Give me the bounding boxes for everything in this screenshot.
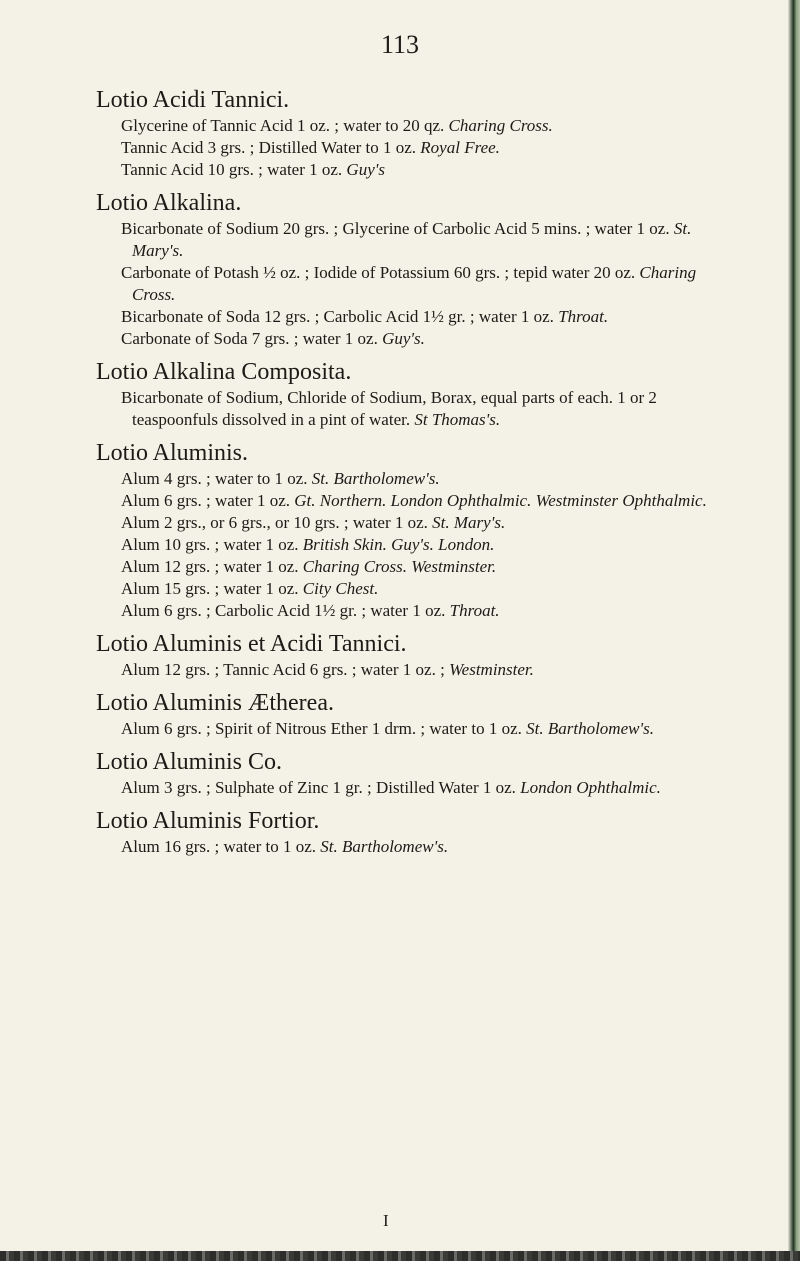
hospital-source: Guy's.	[382, 329, 425, 348]
recipe-line	[107, 556, 736, 578]
recipe-line	[107, 468, 736, 490]
hospital-source: Westminster.	[449, 660, 534, 679]
formula-heading: Lotio Alkalina.	[96, 190, 242, 216]
formula-entry	[96, 189, 736, 350]
page-content	[96, 86, 736, 858]
recipe-line	[107, 490, 736, 512]
recipe-text: Alum 3 grs. ; Sulphate of Zinc 1 gr. ; Distilled Water 1 oz.	[121, 778, 521, 797]
recipe-text: Carbonate of Soda 7 grs. ; water 1 oz.	[121, 329, 383, 348]
recipe-line	[107, 718, 736, 740]
recipe-text: Alum 16 grs. ; water to 1 oz.	[121, 837, 321, 856]
recipe-text: Bicarbonate of Sodium, Chloride of Sodium, Borax, equal parts of each. 1 or 2 teaspoonfuls dissolved in a pint of water.	[121, 388, 657, 429]
recipe-text: Carbonate of Potash ½ oz. ; Iodide of Potassium 60 grs. ; tepid water 20 oz.	[121, 263, 640, 282]
recipe-line	[107, 836, 736, 858]
recipe-text: Alum 12 grs. ; Tannic Acid 6 grs. ; water 1 oz. ;	[121, 660, 450, 679]
formula-entry	[96, 358, 736, 431]
formula-heading: Lotio Aluminis Ætherea.	[96, 690, 334, 716]
hospital-source: St. Bartholomew's.	[311, 469, 440, 488]
recipe-line	[107, 777, 736, 799]
recipe-line	[107, 137, 736, 159]
hospital-source: Throat.	[558, 307, 609, 326]
recipe-text: Alum 6 grs. ; water 1 oz.	[121, 491, 295, 510]
recipe-line	[107, 534, 736, 556]
recipe-line	[107, 659, 736, 681]
formula-entry	[96, 807, 736, 858]
formula-heading: Lotio Acidi Tannici.	[96, 87, 290, 113]
hospital-source: St. Bartholomew's.	[320, 837, 449, 856]
recipe-line	[107, 328, 736, 350]
signature-mark: I	[383, 1211, 389, 1230]
hospital-source: Charing Cross. Westminster.	[302, 557, 497, 576]
hospital-source: St. Mary's.	[432, 513, 506, 532]
formula-heading: Lotio Aluminis Co.	[96, 749, 283, 775]
formula-heading: Lotio Alkalina Composita.	[96, 359, 352, 385]
page-edge-bottom	[0, 1251, 800, 1261]
recipe-line	[107, 387, 736, 431]
hospital-source: St. Bartholomew's.	[526, 719, 654, 738]
recipe-line	[107, 262, 736, 306]
hospital-source: Gt. Northern. London Ophthalmic. Westminster Ophthalmic.	[294, 491, 707, 510]
recipe-text: Bicarbonate of Soda 12 grs. ; Carbolic Acid 1½ gr. ; water 1 oz.	[121, 307, 559, 326]
recipe-line	[107, 306, 736, 328]
recipe-text: Alum 6 grs. ; Spirit of Nitrous Ether 1 drm. ; water to 1 oz.	[121, 719, 527, 738]
recipe-line	[107, 578, 736, 600]
recipe-text: Tannic Acid 3 grs. ; Distilled Water to 1 oz.	[121, 138, 421, 157]
formula-heading: Lotio Aluminis.	[96, 440, 249, 466]
hospital-source: City Chest.	[302, 579, 379, 598]
formula-entry	[96, 748, 736, 799]
formula-entry	[96, 86, 736, 181]
hospital-source: St. Mary's.	[132, 219, 692, 260]
recipe-text: Alum 2 grs., or 6 grs., or 10 grs. ; water 1 oz.	[121, 513, 433, 532]
recipe-line	[107, 218, 736, 262]
hospital-source: British Skin. Guy's. London.	[302, 535, 495, 554]
hospital-source: Guy's	[346, 160, 385, 179]
recipe-text: Alum 10 grs. ; water 1 oz.	[121, 535, 303, 554]
recipe-line	[107, 512, 736, 534]
page-number: 113	[380, 30, 420, 59]
formula-heading: Lotio Aluminis Fortior.	[96, 808, 320, 834]
recipe-line	[107, 159, 736, 181]
recipe-text: Alum 6 grs. ; Carbolic Acid 1½ gr. ; water 1 oz.	[121, 601, 450, 620]
hospital-source: St Thomas's.	[414, 410, 501, 429]
page-edge-right	[788, 0, 800, 1261]
recipe-text: Alum 4 grs. ; water to 1 oz.	[121, 469, 312, 488]
hospital-source: Throat.	[449, 601, 500, 620]
hospital-source: London Ophthalmic.	[520, 778, 661, 797]
recipe-text: Bicarbonate of Sodium 20 grs. ; Glycerine of Carbolic Acid 5 mins. ; water 1 oz.	[121, 219, 674, 238]
recipe-text: Alum 12 grs. ; water 1 oz.	[121, 557, 303, 576]
formula-heading: Lotio Aluminis et Acidi Tannici.	[96, 631, 407, 657]
hospital-source: Royal Free.	[420, 138, 500, 157]
recipe-line	[107, 115, 736, 137]
formula-entry	[96, 630, 736, 681]
recipe-text: Tannic Acid 10 grs. ; water 1 oz.	[121, 160, 347, 179]
formula-entry	[96, 439, 736, 622]
formula-entry	[96, 689, 736, 740]
hospital-source: Charing Cross.	[132, 263, 697, 304]
hospital-source: Charing Cross.	[448, 116, 553, 135]
recipe-text: Glycerine of Tannic Acid 1 oz. ; water to 20 qz.	[121, 116, 449, 135]
recipe-text: Alum 15 grs. ; water 1 oz.	[121, 579, 303, 598]
recipe-line	[107, 600, 736, 622]
